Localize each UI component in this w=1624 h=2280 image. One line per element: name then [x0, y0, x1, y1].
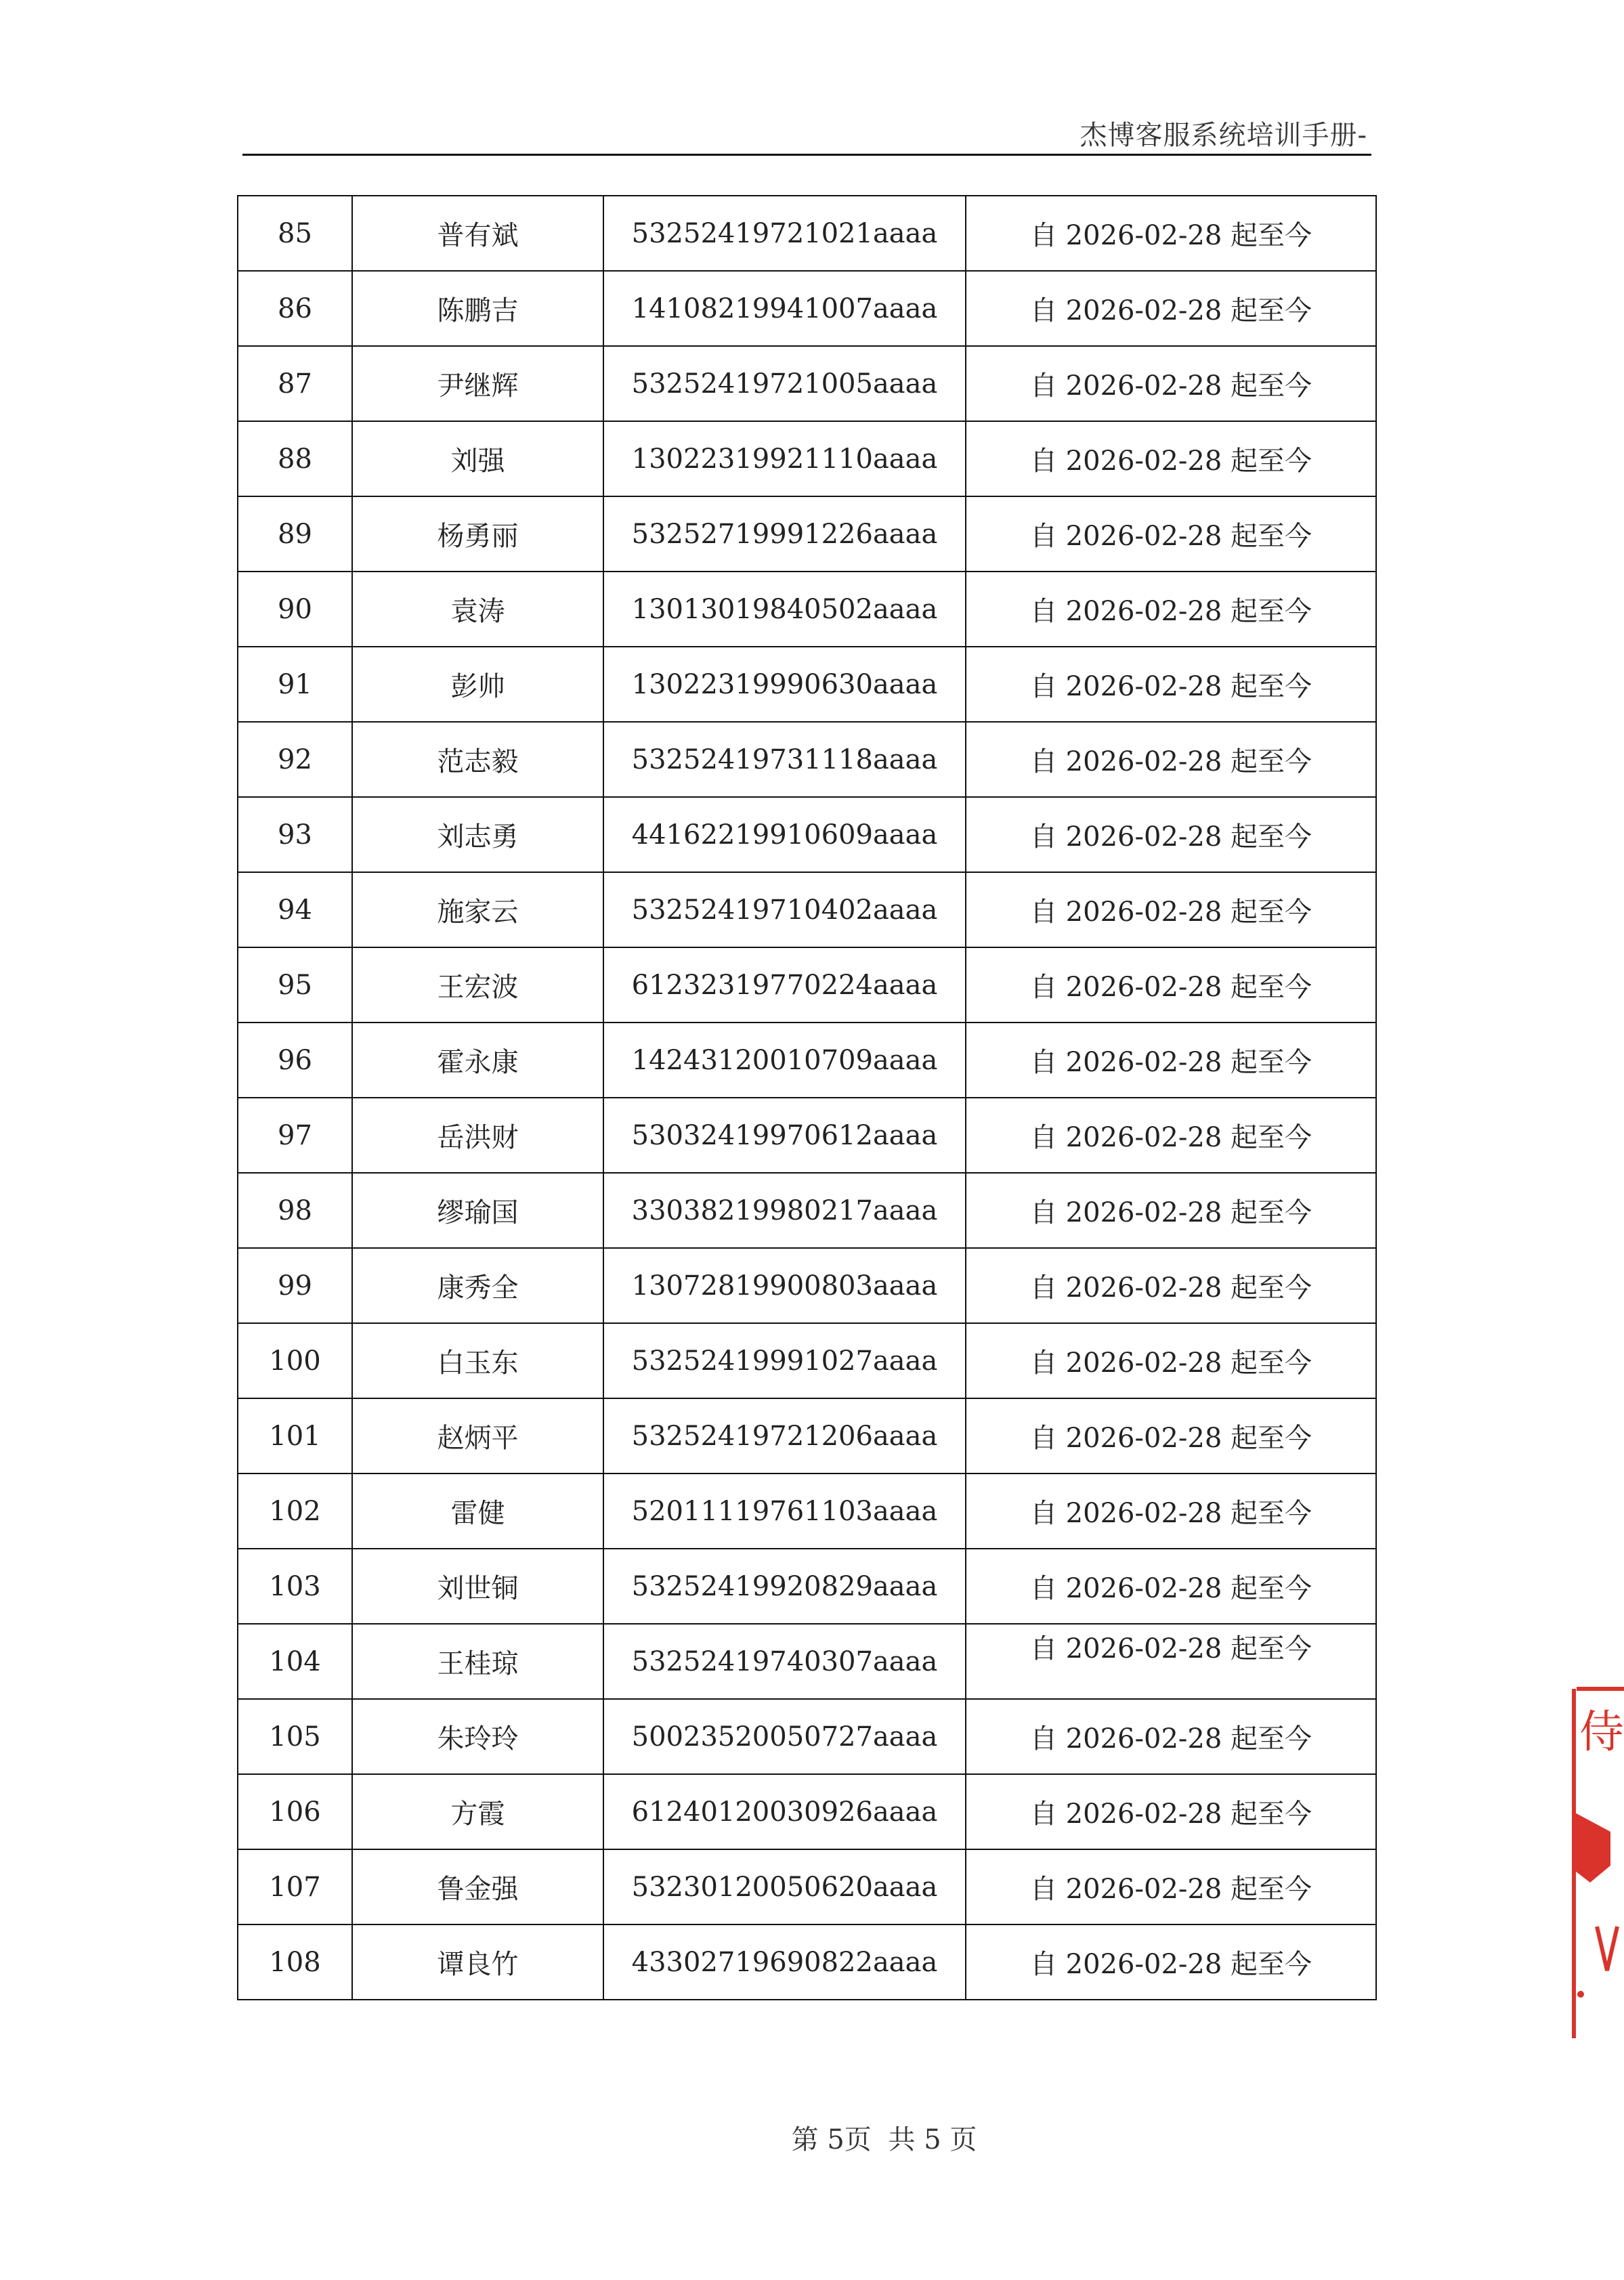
row-number-text: 102 — [269, 1495, 321, 1527]
person-name-text: 雷健 — [450, 1498, 505, 1529]
employment-period-text: 自 2026-02-28 起至今 — [1029, 446, 1312, 477]
person-name — [352, 421, 603, 496]
employment-period — [966, 1774, 1376, 1849]
employment-period — [966, 647, 1376, 722]
person-name — [352, 496, 603, 572]
employment-period-text: 自 2026-02-28 起至今 — [1029, 1423, 1312, 1454]
id-number — [603, 572, 966, 647]
id-number-text: 14108219941007aaaa — [631, 293, 938, 324]
employment-period-text: 自 2026-02-28 起至今 — [1029, 746, 1312, 777]
employment-period-text: 自 2026-02-28 起至今 — [1029, 821, 1312, 853]
employment-period — [966, 271, 1376, 346]
row-number-text: 90 — [278, 593, 312, 625]
person-name — [352, 1624, 603, 1699]
employment-period — [966, 947, 1376, 1023]
row-number-text: 104 — [269, 1646, 321, 1677]
official-seal-stamp — [1570, 1686, 1624, 2038]
row-number — [238, 722, 352, 797]
id-number — [603, 1098, 966, 1173]
row-number-text: 107 — [269, 1871, 321, 1903]
employment-period-text: 自 2026-02-28 起至今 — [1029, 1633, 1312, 1664]
row-number — [238, 1474, 352, 1549]
table-row — [238, 1023, 1376, 1098]
row-number — [238, 872, 352, 947]
employment-period-text: 自 2026-02-28 起至今 — [1029, 1573, 1312, 1604]
person-name-text: 王宏波 — [437, 972, 519, 1003]
table-row — [238, 572, 1376, 647]
table-row — [238, 1323, 1376, 1398]
row-number-text: 96 — [278, 1044, 312, 1076]
person-name-text: 岳洪财 — [437, 1122, 519, 1153]
person-name — [352, 1699, 603, 1774]
row-number-text: 108 — [269, 1946, 321, 1978]
id-number — [603, 722, 966, 797]
id-number — [603, 346, 966, 421]
row-number — [238, 1398, 352, 1474]
row-number-text: 89 — [278, 518, 312, 550]
row-number — [238, 1248, 352, 1323]
employment-period — [966, 1474, 1376, 1549]
id-number — [603, 872, 966, 947]
row-number — [238, 1173, 352, 1248]
employment-period — [966, 1098, 1376, 1173]
id-number-text: 53230120050620aaaa — [631, 1871, 938, 1903]
table-row — [238, 496, 1376, 572]
id-number — [603, 1849, 966, 1924]
person-name — [352, 1474, 603, 1549]
employment-period — [966, 196, 1376, 271]
person-name-text: 王桂琼 — [437, 1648, 519, 1679]
table-row — [238, 421, 1376, 496]
row-number-text: 87 — [278, 368, 312, 400]
employment-period — [966, 346, 1376, 421]
person-name — [352, 1398, 603, 1474]
row-number-text: 101 — [269, 1420, 321, 1452]
id-number — [603, 1248, 966, 1323]
table-row — [238, 1624, 1376, 1699]
id-number-text: 14243120010709aaaa — [631, 1044, 938, 1076]
page-footer — [0, 2118, 1612, 2157]
seal-mark — [1597, 1927, 1617, 1971]
employment-period-text: 自 2026-02-28 起至今 — [1029, 1874, 1312, 1905]
person-name-text: 朱玲玲 — [437, 1723, 519, 1755]
personnel-table — [237, 195, 1377, 2000]
row-number-text: 93 — [278, 819, 312, 851]
row-number — [238, 797, 352, 872]
id-number — [603, 797, 966, 872]
employment-period — [966, 872, 1376, 947]
id-number-text: 61240120030926aaaa — [631, 1796, 938, 1828]
table-row — [238, 1098, 1376, 1173]
person-name — [352, 872, 603, 947]
id-number — [603, 1624, 966, 1699]
id-number — [603, 271, 966, 346]
employment-period — [966, 1699, 1376, 1774]
id-number-text: 13013019840502aaaa — [631, 593, 938, 625]
person-name-text: 陈鹏吉 — [437, 295, 519, 326]
id-number-text: 53252419740307aaaa — [631, 1646, 938, 1677]
row-number — [238, 572, 352, 647]
person-name-text: 袁涛 — [450, 596, 505, 627]
row-number-text: 91 — [278, 668, 312, 700]
id-number — [603, 1774, 966, 1849]
employment-period-text: 自 2026-02-28 起至今 — [1029, 1498, 1312, 1529]
table-row — [238, 797, 1376, 872]
table-row — [238, 947, 1376, 1023]
id-number — [603, 1323, 966, 1398]
seal-dot — [1577, 1991, 1584, 1998]
row-number — [238, 1549, 352, 1624]
id-number-text: 53252419721005aaaa — [631, 368, 938, 400]
row-number — [238, 1774, 352, 1849]
employment-period — [966, 1924, 1376, 2000]
row-number-text: 94 — [278, 894, 312, 926]
table-row — [238, 872, 1376, 947]
table-row — [238, 1849, 1376, 1924]
row-number-text: 99 — [278, 1270, 312, 1302]
employment-period — [966, 1624, 1376, 1699]
person-name-text: 杨勇丽 — [437, 521, 519, 552]
table-row — [238, 1474, 1376, 1549]
person-name — [352, 1849, 603, 1924]
id-number-text: 61232319770224aaaa — [631, 969, 938, 1001]
employment-period-text: 自 2026-02-28 起至今 — [1029, 671, 1312, 702]
id-number-text: 13022319990630aaaa — [631, 668, 938, 700]
table-row — [238, 722, 1376, 797]
person-name-text: 普有斌 — [437, 220, 519, 251]
employment-period — [966, 1398, 1376, 1474]
person-name — [352, 1098, 603, 1173]
id-number-text: 53252719991226aaaa — [631, 518, 938, 550]
employment-period-text: 自 2026-02-28 起至今 — [1029, 1949, 1312, 1980]
employment-period — [966, 572, 1376, 647]
employment-period-text: 自 2026-02-28 起至今 — [1029, 295, 1312, 326]
id-number — [603, 1474, 966, 1549]
table-row — [238, 271, 1376, 346]
person-name — [352, 722, 603, 797]
employment-period — [966, 1173, 1376, 1248]
employment-period — [966, 1323, 1376, 1398]
person-name-text: 尹继辉 — [437, 370, 519, 402]
person-name-text: 鲁金强 — [437, 1874, 519, 1905]
employment-period-text: 自 2026-02-28 起至今 — [1029, 1723, 1312, 1755]
employment-period — [966, 1248, 1376, 1323]
id-number-text: 53252419721021aaaa — [631, 217, 938, 249]
table-row — [238, 1173, 1376, 1248]
id-number-text: 43302719690822aaaa — [631, 1946, 938, 1978]
row-number — [238, 1849, 352, 1924]
person-name — [352, 346, 603, 421]
id-number-text: 44162219910609aaaa — [631, 819, 938, 851]
id-number — [603, 421, 966, 496]
header-divider — [242, 154, 1371, 156]
person-name — [352, 572, 603, 647]
row-number-text: 105 — [269, 1721, 321, 1752]
row-number — [238, 271, 352, 346]
row-number-text: 98 — [278, 1195, 312, 1226]
id-number — [603, 1924, 966, 2000]
employment-period — [966, 1849, 1376, 1924]
employment-period-text: 自 2026-02-28 起至今 — [1029, 897, 1312, 928]
row-number — [238, 647, 352, 722]
table-row — [238, 1924, 1376, 2000]
employment-period — [966, 722, 1376, 797]
row-number — [238, 1624, 352, 1699]
seal-star-icon — [1573, 1811, 1610, 1883]
table-row — [238, 1774, 1376, 1849]
id-number — [603, 647, 966, 722]
document-header-title: 杰博客服系统培训手册- — [1080, 120, 1367, 151]
row-number-text: 88 — [278, 443, 312, 475]
person-name — [352, 1323, 603, 1398]
id-number — [603, 496, 966, 572]
id-number-text: 53252419710402aaaa — [631, 894, 938, 926]
id-number — [603, 196, 966, 271]
row-number-text: 106 — [269, 1796, 321, 1828]
person-name-text: 刘志勇 — [437, 821, 519, 853]
person-name-text: 刘世铜 — [437, 1573, 519, 1604]
employment-period-text: 自 2026-02-28 起至今 — [1029, 596, 1312, 627]
person-name-text: 缪瑜国 — [437, 1197, 519, 1228]
current-page-number: 第 5页 — [791, 2124, 872, 2155]
employment-period-text: 自 2026-02-28 起至今 — [1029, 1122, 1312, 1153]
id-number-text: 53032419970612aaaa — [631, 1119, 938, 1151]
table-row — [238, 647, 1376, 722]
person-name — [352, 271, 603, 346]
person-name-text: 彭帅 — [450, 671, 505, 702]
person-name-text: 范志毅 — [437, 746, 519, 777]
table-row — [238, 1549, 1376, 1624]
row-number — [238, 421, 352, 496]
seal-character: 侍 — [1579, 1706, 1624, 1758]
employment-period — [966, 1549, 1376, 1624]
total-pages: 共 5 页 — [888, 2124, 977, 2155]
employment-period-text: 自 2026-02-28 起至今 — [1029, 1348, 1312, 1379]
person-name-text: 白玉东 — [437, 1348, 519, 1379]
id-number-text: 52011119761103aaaa — [631, 1495, 938, 1527]
person-name — [352, 196, 603, 271]
id-number — [603, 1023, 966, 1098]
row-number — [238, 1098, 352, 1173]
employment-period — [966, 1023, 1376, 1098]
id-number — [603, 1549, 966, 1624]
employment-period-text: 自 2026-02-28 起至今 — [1029, 1047, 1312, 1078]
employment-period-text: 自 2026-02-28 起至今 — [1029, 220, 1312, 251]
person-name — [352, 1173, 603, 1248]
table-row — [238, 1699, 1376, 1774]
row-number-text: 97 — [278, 1119, 312, 1151]
id-number — [603, 1398, 966, 1474]
row-number — [238, 1323, 352, 1398]
employment-period — [966, 421, 1376, 496]
table-row — [238, 346, 1376, 421]
row-number — [238, 346, 352, 421]
employment-period-text: 自 2026-02-28 起至今 — [1029, 1272, 1312, 1304]
table-row — [238, 196, 1376, 271]
person-name-text: 赵炳平 — [437, 1423, 519, 1454]
id-number-text: 13022319921110aaaa — [631, 443, 938, 475]
person-name — [352, 1023, 603, 1098]
person-name-text: 康秀全 — [437, 1272, 519, 1304]
row-number — [238, 1023, 352, 1098]
person-name-text: 刘强 — [450, 446, 505, 477]
person-name — [352, 1549, 603, 1624]
row-number-text: 86 — [278, 293, 312, 324]
id-number-text: 53252419721206aaaa — [631, 1420, 938, 1452]
row-number-text: 100 — [269, 1345, 321, 1377]
id-number-text: 53252419731118aaaa — [631, 744, 938, 775]
employment-period-text: 自 2026-02-28 起至今 — [1029, 1197, 1312, 1228]
person-name-text: 施家云 — [437, 897, 519, 928]
employment-period-text: 自 2026-02-28 起至今 — [1029, 370, 1312, 402]
employment-period-text: 自 2026-02-28 起至今 — [1029, 972, 1312, 1003]
employment-period — [966, 797, 1376, 872]
employment-period-text: 自 2026-02-28 起至今 — [1029, 1799, 1312, 1830]
person-name-text: 谭良竹 — [437, 1949, 519, 1980]
person-name — [352, 947, 603, 1023]
id-number-text: 53252419991027aaaa — [631, 1345, 938, 1377]
row-number-text: 95 — [278, 969, 312, 1001]
person-name — [352, 797, 603, 872]
id-number-text: 53252419920829aaaa — [631, 1570, 938, 1602]
table-row — [238, 1248, 1376, 1323]
employment-period — [966, 496, 1376, 572]
id-number — [603, 1699, 966, 1774]
row-number-text: 103 — [269, 1570, 321, 1602]
row-number — [238, 947, 352, 1023]
id-number-text: 13072819900803aaaa — [631, 1270, 938, 1302]
row-number — [238, 196, 352, 271]
person-name-text: 霍永康 — [437, 1047, 519, 1078]
id-number-text: 33038219980217aaaa — [631, 1195, 938, 1226]
person-name — [352, 1248, 603, 1323]
person-name — [352, 1774, 603, 1849]
row-number-text: 85 — [278, 217, 312, 249]
row-number — [238, 1924, 352, 2000]
row-number-text: 92 — [278, 744, 312, 775]
person-name — [352, 647, 603, 722]
person-name-text: 方霞 — [450, 1799, 505, 1830]
id-number — [603, 1173, 966, 1248]
id-number-text: 50023520050727aaaa — [631, 1721, 938, 1752]
row-number — [238, 1699, 352, 1774]
table-row — [238, 1398, 1376, 1474]
personnel-table-body — [238, 196, 1376, 2000]
person-name — [352, 1924, 603, 2000]
id-number — [603, 947, 966, 1023]
row-number — [238, 496, 352, 572]
employment-period-text: 自 2026-02-28 起至今 — [1029, 521, 1312, 552]
